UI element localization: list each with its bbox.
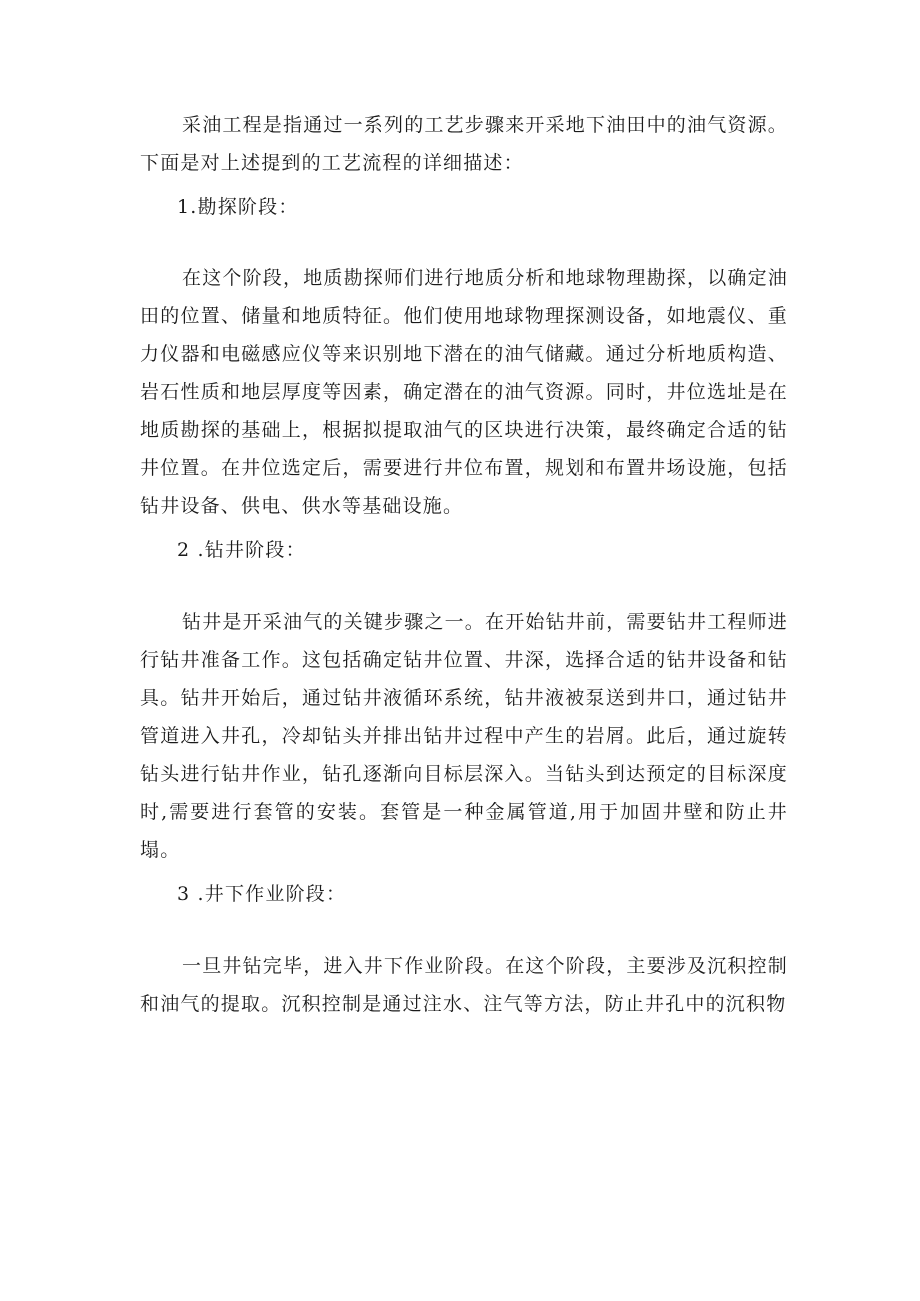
section-body-exploration: 在这个阶段，地质勘探师们进行地质分析和地球物理勘探，以确定油田的位置、储量和地质特征。他们使用地球物理探测设备，如地震仪、重力仪器和电磁感应仪等来识别地下潜在的油气储藏。通过分析地质构造、岩石性质和地层厚度等因素，确定潜在的油气资源。同时，井位选址是在地质勘探的基础上，根据拟提取油气的区块进行决策，最终确定合适的钻井位置。在井位选定后，需要进行井位布置，规划和布置井场设施，包括钻井设备、供电、供水等基础设施。 [140, 267, 789, 517]
intro-paragraph: 采油工程是指通过一系列的工艺步骤来开采地下油田中的油气资源。下面是对上述提到的工艺流程的详细描述： [140, 114, 789, 174]
section-body-drilling: 钻井是开采油气的关键步骤之一。在开始钻井前，需要钻井工程师进行钻井准备工作。这包括确定钻井位置、井深，选择合适的钻井设备和钻具。钻井开始后，通过钻井液循环系统，钻井液被泵送到井口，通过钻井管道进入井孔，冷却钻头并排出钻井过程中产生的岩屑。此后，通过旋转钻头进行钻井作业，钻孔逐渐向目标层深入。当钻头到达预定的目标深度时,需要进行套管的安装。套管是一种金属管道,用于加固井壁和防止井塌。 [140, 611, 789, 861]
document-body [140, 106, 788, 1023]
section-heading-drilling: 2 .钻井阶段： [177, 539, 306, 561]
section-body-downhole: 一旦井钻完毕，进入井下作业阶段。在这个阶段，主要涉及沉积控制和油气的提取。沉积控制是通过注水、注气等方法，防止井孔中的沉积物 [140, 955, 789, 1015]
section-heading-exploration: 1.勘探阶段： [177, 196, 299, 218]
section-heading-downhole: 3 .井下作业阶段： [177, 883, 347, 905]
